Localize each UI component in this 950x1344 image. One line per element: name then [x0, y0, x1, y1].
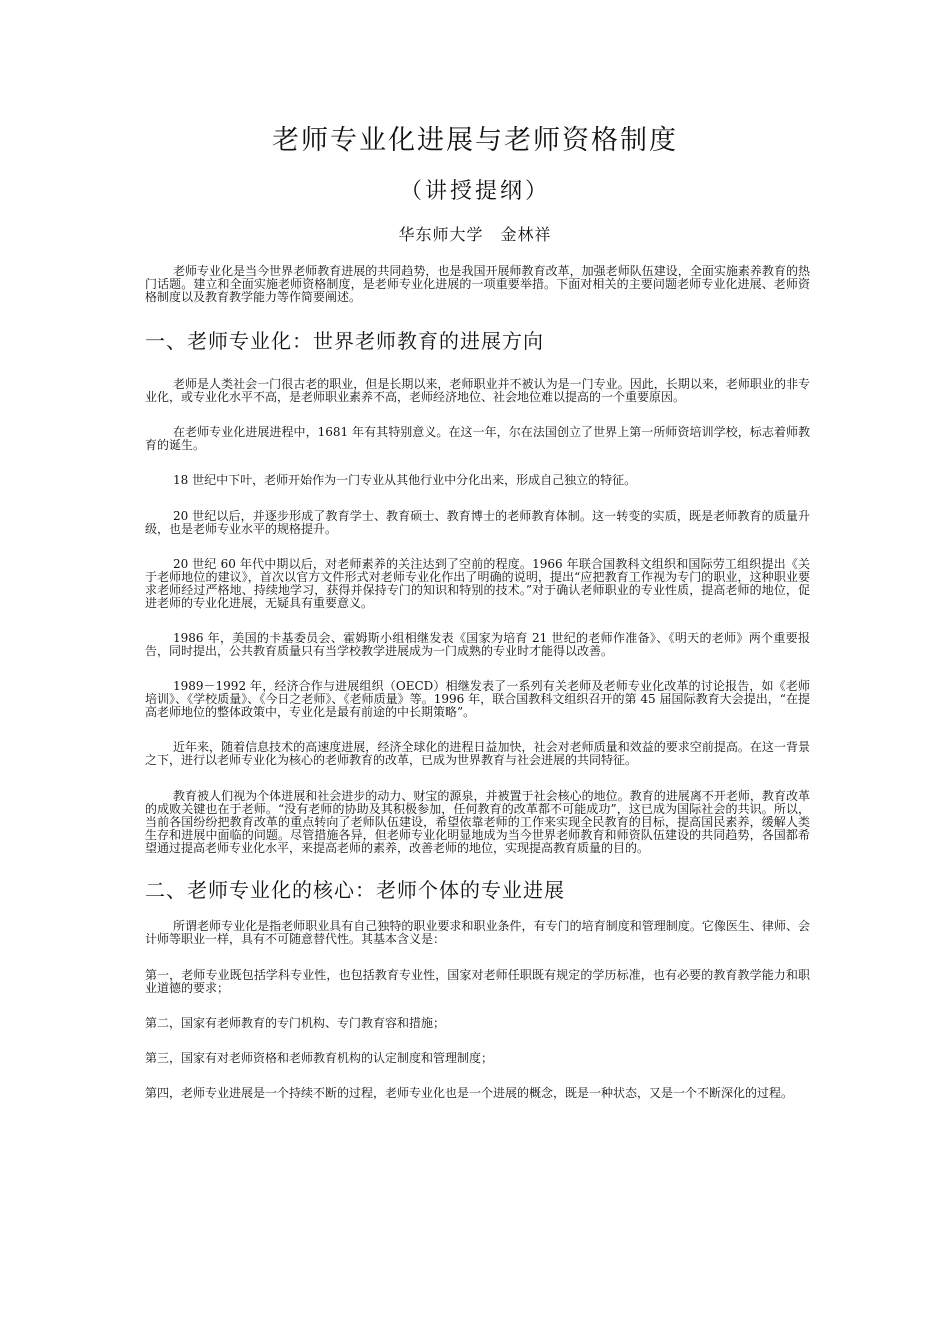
section2-item-2: 第二，国家有老师教育的专门机构、专门教育容和措施； [145, 1016, 446, 1030]
section1-paragraph-8: 近年来，随着信息技术的高速度进展，经济全球化的进程日益加快，社会对老师质量和效益的要求空前提高。在这一背景之下，进行以老师专业化为核心的老师教育的改革，已成为世界教育与社会进展的共同特征。 [145, 740, 810, 767]
section2-item-1: 第一，老师专业既包括学科专业性，也包括教育专业性，国家对老师任职既有规定的学历标准，也有必要的教育教学能力和职业道德的要求； [145, 968, 810, 995]
section1-paragraph-9: 教育被人们视为个体进展和社会进步的动力、财宝的源泉，并被置于社会核心的地位。教育的进展离不开老师，教育改革的成败关键也在于老师。“没有老师的协助及其积极参加，任何教育的改革都不可能成功”，这已成为国际社会的共识。所以，当前各国纷纷把教育改革的重点转向了老师队伍建设，希望依靠老师的工作来实现全民教育的目标，提高国民素养，缓解人类生存和进展中面临的问题。尽管措施各异，但老师专业化明显地成为当今世界老师教育和师资队伍建设的共同趋势，各国都希望通过提高老师专业化水平，来提高老师的素养，改善老师的地位，实现提高教育质量的目的。 [145, 789, 810, 855]
section1-paragraph-3: 18 世纪中下叶，老师开始作为一门专业从其他行业中分化出来，形成自己独立的特征。 [173, 473, 637, 487]
section1-paragraph-1: 老师是人类社会一门很古老的职业，但是长期以来，老师职业并不被认为是一门专业。因此，长期以来，老师职业的非专业化，或专业化水平不高，是老师职业素养不高，老师经济地位、社会地位难以提高的一个重要原因。 [145, 377, 810, 404]
section1-paragraph-6: 1986 年，美国的卡基委员会、霍姆斯小组相继发表《国家为培育 21 世纪的老师作准备》、《明天的老师》两个重要报告，同时提出，公共教育质量只有当学校教学进展成为一门成熟的专业时才能得以改善。 [145, 631, 810, 658]
intro-paragraph: 老师专业化是当今世界老师教育进展的共同趋势，也是我国开展师教育改革，加强老师队伍建设，全面实施素养教育的热门话题。建立和全面实施老师资格制度，是老师专业化进展的一项重要举措。下面对相关的主要问题老师专业化进展、老师资格制度以及教育教学能力等作简要阐述。 [145, 264, 810, 304]
document-subtitle: （讲授提纲） [399, 179, 550, 204]
section2-item-3: 第三，国家有对老师资格和老师教育机构的认定制度和管理制度； [145, 1051, 494, 1065]
section2-paragraph-1: 所谓老师专业化是指老师职业具有自己独特的职业要求和职业条件，有专门的培育制度和管理制度。它像医生、律师、会计师等职业一样，具有不可随意替代性。其基本含义是： [145, 919, 810, 946]
document-title: 老师专业化进展与老师资格制度 [272, 125, 678, 156]
section2-heading: 二、老师专业化的核心：老师个体的专业进展 [145, 878, 565, 902]
section1-paragraph-4: 20 世纪以后，并逐步形成了教育学士、教育硕士、教育博士的老师教育体制。这一转变的实质，既是老师教育的质量升级，也是老师专业水平的规格提升。 [145, 509, 810, 536]
section1-paragraph-5: 20 世纪 60 年代中期以后，对老师素养的关注达到了空前的程度。1966 年联合国教科文组织和国际劳工组织提出《关于老师地位的建议》，首次以官方文件形式对老师专业化作出了明确的说明，提出“应把教育工作视为专门的职业，这种职业要求老师经过严格地、持续地学习，获得并保持专门的知识和特别的技术。”对于确认老师职业的专业性质，提高老师的地位，促进老师的专业化进展，无疑具有重要意义。 [145, 557, 810, 610]
document-author: 华东师大学 金林祥 [398, 225, 552, 244]
section1-paragraph-7: 1989－1992 年，经济合作与进展组织（OECD）相继发表了一系列有关老师及老师专业化改革的讨论报告，如《老师培训》、《学校质量》、《今日之老师》、《老师质量》等。1996 年，联合国教科文组织召开的第 45 届国际教育大会提出，“在提高老师地位的整体政策中，专业化是最有前途的中长期策略”。 [145, 679, 810, 719]
section2-item-4: 第四，老师专业进展是一个持续不断的过程，老师专业化也是一个进展的概念，既是一种状态，又是一个不断深化的过程。 [145, 1086, 794, 1100]
document-body [145, 265, 810, 1100]
section1-heading: 一、老师专业化：世界老师教育的进展方向 [145, 329, 544, 353]
section1-paragraph-2: 在老师专业化进展进程中，1681 年有其特别意义。在这一年，尔在法国创立了世界上第一所师资培训学校，标志着师教育的诞生。 [145, 425, 810, 452]
